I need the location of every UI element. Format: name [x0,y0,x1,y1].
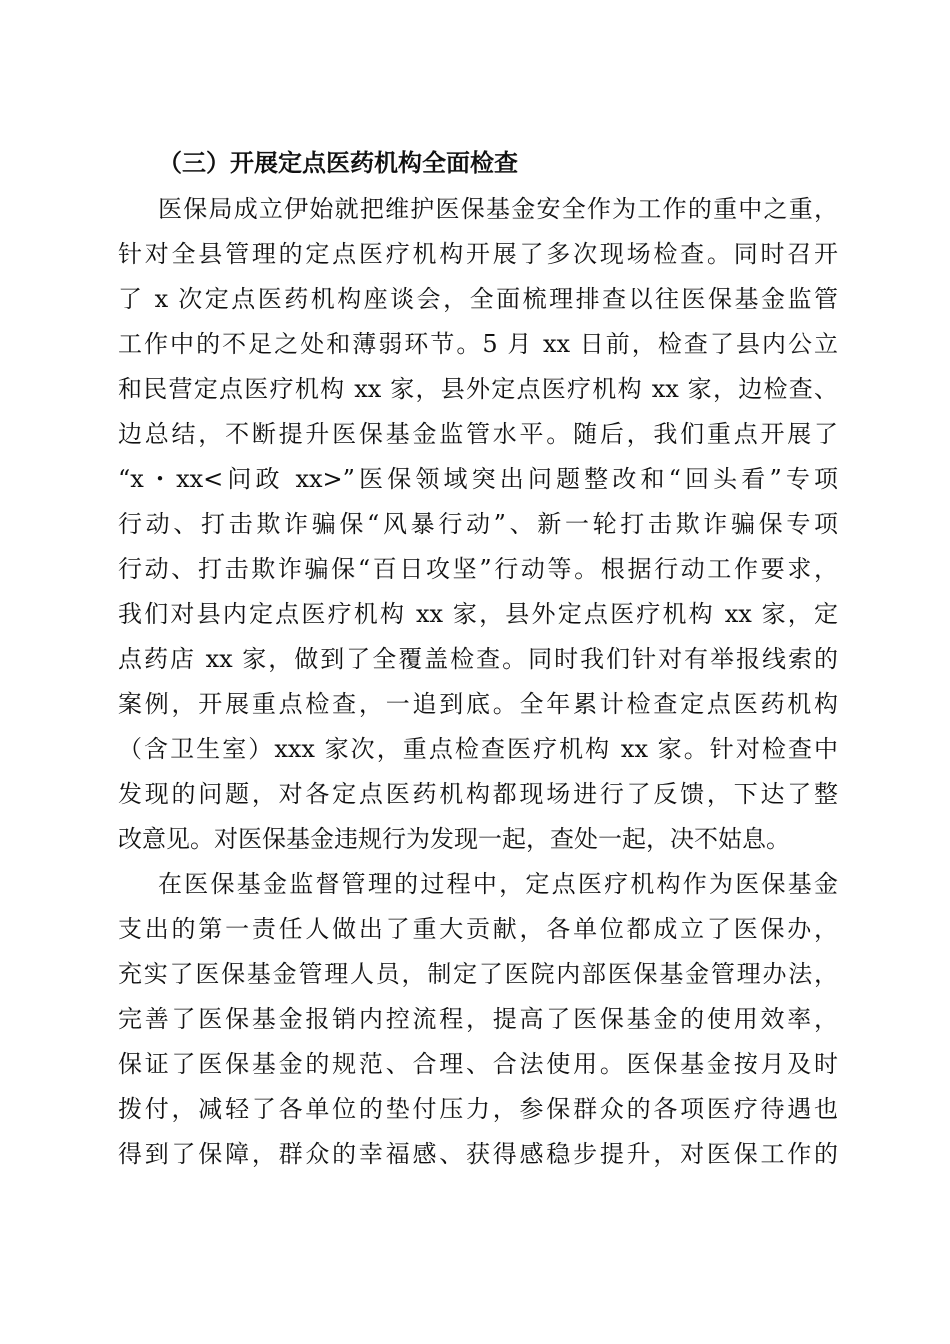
paragraph-1-line: 了 x 次定点医药机构座谈会，全面梳理排查以往医保基金监管 [118,285,838,313]
paragraph-2-line: 充实了医保基金管理人员，制定了医院内部医保基金管理办法， [118,960,838,988]
paragraph-2-line: 在医保基金监督管理的过程中，定点医疗机构作为医保基金 [158,870,838,898]
paragraph-1-line: 针对全县管理的定点医疗机构开展了多次现场检查。同时召开 [118,240,838,268]
paragraph-1-line: （含卫生室）xxx 家次，重点检查医疗机构 xx 家。针对检查中 [118,735,838,763]
paragraph-1-line: 点药店 xx 家，做到了全覆盖检查。同时我们针对有举报线索的 [118,645,838,673]
paragraph-1-line: 行动、打击欺诈骗保“百日攻坚”行动等。根据行动工作要求， [118,555,838,583]
paragraph-1-line: “x・xx<问政 xx>”医保领域突出问题整改和“回头看”专项 [118,465,838,493]
paragraph-1-line: 医保局成立伊始就把维护医保基金安全作为工作的重中之重， [158,195,838,223]
paragraph-1-line: 我们对县内定点医疗机构 xx 家，县外定点医疗机构 xx 家，定 [118,600,838,628]
paragraph-1-line: 案例，开展重点检查，一追到底。全年累计检查定点医药机构 [118,690,838,718]
paragraph-1-line: 改意见。对医保基金违规行为发现一起，查处一起，决不姑息。 [118,825,790,853]
paragraph-1-line: 工作中的不足之处和薄弱环节。5 月 xx 日前，检查了县内公立 [118,330,838,358]
paragraph-1-line: 和民营定点医疗机构 xx 家，县外定点医疗机构 xx 家，边检查、 [118,375,838,403]
paragraph-2-line: 拨付，减轻了各单位的垫付压力，参保群众的各项医疗待遇也 [118,1095,838,1123]
paragraph-1-line: 边总结，不断提升医保基金监管水平。随后，我们重点开展了 [118,420,838,448]
paragraph-1-line: 发现的问题，对各定点医药机构都现场进行了反馈，下达了整 [118,780,838,808]
paragraph-2-line: 保证了医保基金的规范、合理、合法使用。医保基金按月及时 [118,1050,838,1078]
paragraph-2-line: 完善了医保基金报销内控流程，提高了医保基金的使用效率， [118,1005,838,1033]
paragraph-2-line: 得到了保障，群众的幸福感、获得感稳步提升，对医保工作的 [118,1140,838,1168]
paragraph-1-line: 行动、打击欺诈骗保“风暴行动”、新一轮打击欺诈骗保专项 [118,510,838,538]
paragraph-2-line: 支出的第一责任人做出了重大贡献，各单位都成立了医保办， [118,915,838,943]
section-heading: （三）开展定点医药机构全面检查 [158,149,518,177]
